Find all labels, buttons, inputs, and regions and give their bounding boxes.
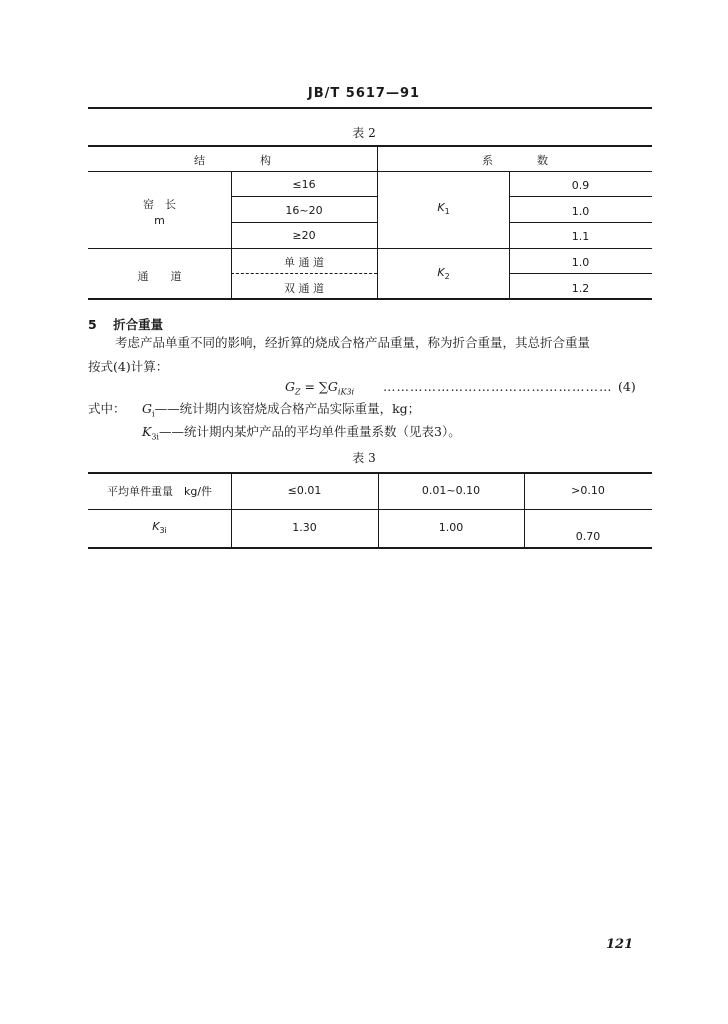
table2-g2-coef-symbol: $K_2$	[437, 266, 450, 282]
table2-row-rule	[231, 273, 377, 274]
table3-bottom-rule	[88, 547, 652, 549]
table3-top-rule	[88, 472, 652, 474]
standard-number: JB/T 5617—91	[307, 86, 421, 101]
table2-g2-row: 单 通 道	[284, 256, 324, 269]
table2-g1-value: 1.1	[571, 230, 590, 243]
table2-row-rule	[509, 222, 652, 223]
table3-value: 1.00	[438, 521, 464, 534]
page-number: 121	[606, 937, 634, 952]
table2-g2-label: 通 道	[137, 270, 182, 283]
formula-number: (4)	[618, 379, 636, 394]
where-label: 式中：	[88, 401, 126, 416]
header-rule	[88, 107, 652, 109]
table3-value: 0.70	[575, 530, 601, 543]
paragraph-line: 按式(4)计算：	[88, 359, 169, 374]
table3-caption: 表 3	[352, 451, 376, 465]
table2-g1-unit: m	[154, 214, 165, 227]
paragraph-line: 考虑产品单重不同的影响，经折算的烧成合格产品重量，称为折合重量，其总折合重量	[115, 335, 591, 350]
definition-gi: $G_i——$统计期内该窑烧成合格产品实际重量，kg；	[142, 401, 421, 419]
table2-g1-row: ≤16	[292, 178, 316, 191]
table2-g1-row: 16~20	[285, 204, 323, 217]
table2-row-rule	[509, 196, 652, 197]
table2-caption: 表 2	[352, 126, 376, 140]
table2-g2-value: 1.0	[571, 256, 590, 269]
table3-header: >0.10	[571, 484, 605, 497]
table3-mid-rule	[88, 509, 652, 510]
section-5-heading	[88, 315, 163, 333]
table2-g1-label: 窑 长	[143, 198, 176, 211]
table2-g1-value: 0.9	[571, 179, 590, 192]
table2-row-rule	[509, 273, 652, 274]
table2-col-coefficient: 系 数	[482, 154, 548, 167]
table2-group-rule	[88, 248, 652, 249]
table2-header-rule	[88, 171, 652, 172]
table2-g2-value: 1.2	[571, 282, 590, 295]
formula-leader-dots: ……………………………………………	[383, 379, 613, 394]
table2-g1-value: 1.0	[571, 205, 590, 218]
table3-header: ≤0.01	[287, 484, 322, 497]
table2-g1-coef-symbol: $K_1$	[437, 201, 450, 217]
formula: $G_Z = \sum G_{iK3i}$	[285, 379, 355, 397]
table2-g1-row: ≥20	[292, 229, 316, 242]
table2-row-rule	[231, 196, 377, 197]
section-number: 5	[88, 317, 97, 332]
section-title: 折合重量	[113, 317, 164, 332]
table2-row-rule	[231, 222, 377, 223]
table2-col-structure: 结 构	[194, 154, 271, 167]
table3-value: 1.30	[292, 521, 317, 534]
table3-header: 0.01~0.10	[421, 484, 481, 497]
table2-top-rule	[88, 145, 652, 147]
table2-g2-row: 双 通 道	[284, 282, 324, 295]
table3-row-label: 平均单件重量 kg/件	[106, 485, 213, 498]
table2-bottom-rule	[88, 298, 652, 300]
table3-coef-symbol: $K_{3i}$	[152, 520, 167, 536]
definition-k3i: $K_{3i}——$统计期内某炉产品的平均单件重量系数（见表3）。	[142, 424, 461, 442]
